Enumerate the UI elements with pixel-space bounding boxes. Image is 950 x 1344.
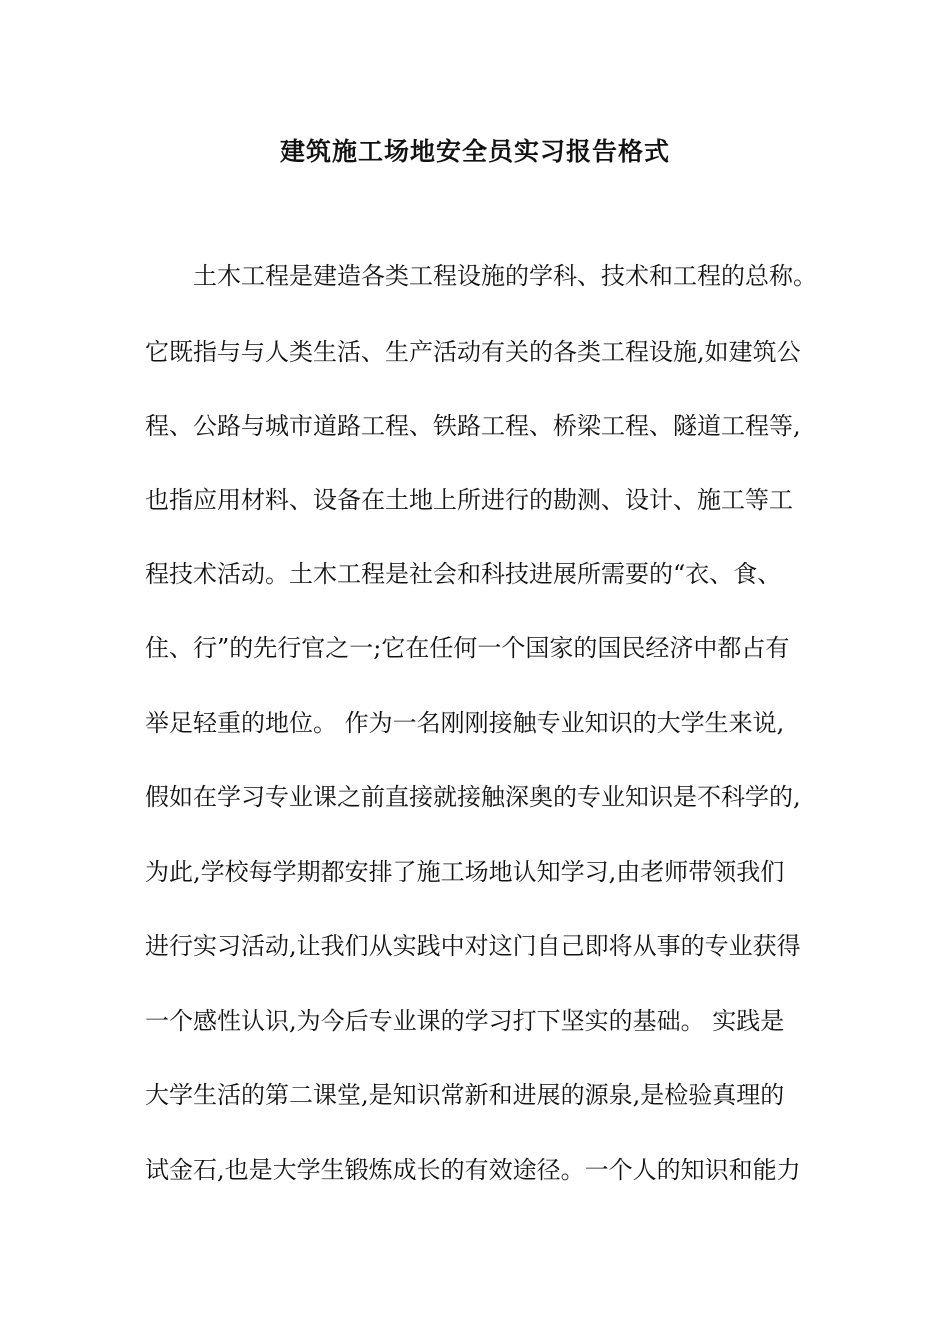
body-line-12: 大学生活的第二课堂,是知识常新和进展的源泉,是检验真理的 (145, 1081, 785, 1109)
body-line-13: 试金石,也是大学生锻炼成长的有效途径。一个人的知识和能力 (145, 1156, 801, 1184)
body-line-1: 土木工程是建造各类工程设施的学科、技术和工程的总称。 (193, 262, 817, 290)
body-line-2: 它既指与与人类生活、生产活动有关的各类工程设施,如建筑公 (145, 338, 801, 366)
body-line-10: 进行实习活动,让我们从实践中对这门自己即将从事的专业获得 (145, 932, 801, 960)
body-line-11: 一个感性认识,为今后专业课的学习打下坚实的基础。 实践是 (145, 1007, 785, 1035)
body-line-8: 假如在学习专业课之前直接就接触深奥的专业知识是不科学的, (145, 783, 801, 811)
body-line-4: 也指应用材料、设备在土地上所进行的勘测、设计、施工等工 (145, 486, 793, 514)
body-line-3: 程、公路与城市道路工程、铁路工程、桥梁工程、隧道工程等, (145, 412, 801, 440)
body-line-7: 举足轻重的地位。 作为一名刚刚接触专业知识的大学生来说, (145, 709, 785, 737)
body-line-6: 住、行”的先行官之一;它在任何一个国家的国民经济中都占有 (145, 634, 790, 662)
body-line-5: 程技术活动。土木工程是社会和科技进展所需要的“衣、食、 (145, 560, 782, 588)
document-title: 建筑施工场地安全员实习报告格式 (279, 137, 670, 166)
body-line-9: 为此,学校每学期都安排了施工场地认知学习,由老师带领我们 (145, 858, 785, 886)
